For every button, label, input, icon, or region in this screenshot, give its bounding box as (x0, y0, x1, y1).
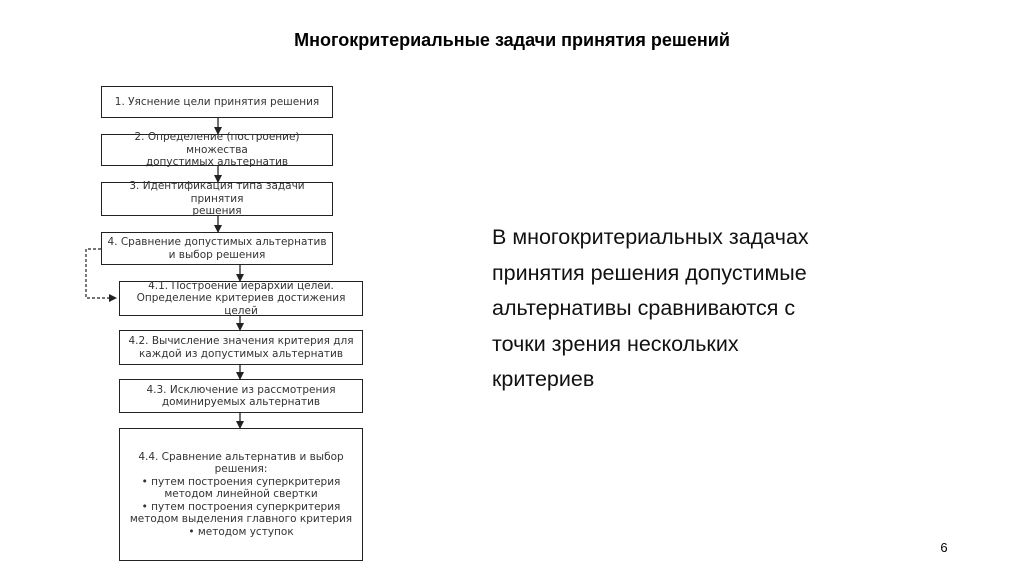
step-3-line-1: 3. Идентификация типа задачи принятия (129, 180, 305, 205)
step-4-3-box (119, 379, 363, 413)
step-4-4-line-3: • путем построения суперкритерия (141, 475, 341, 488)
step-2-box (101, 131, 333, 169)
description-line-2: принятия решения допустимые (492, 260, 807, 285)
step-4-4-box (119, 428, 363, 561)
step-3-box (101, 182, 333, 216)
step-4-4-line-5: • путем построения суперкритерия (141, 500, 341, 513)
step-4-1-line-2: Определение критериев достижения целей (136, 292, 346, 317)
step-2-line-2: допустимых альтернатив (145, 156, 289, 169)
step-4-line-1: 4. Сравнение допустимых альтернатив (107, 236, 327, 248)
step-4-1-box (119, 281, 363, 316)
step-4-line-2: и выбор решения (168, 248, 266, 261)
step-4-2-line-1: 4.2. Вычисление значения критерия для (128, 335, 354, 347)
description-line-3: альтернативы сравниваются с (492, 296, 796, 320)
step-1-line-1: 1. Уяснение цели принятия решения (114, 95, 320, 108)
step-4-1-line-1: 4.1. Построение иерархии целей. (148, 279, 334, 292)
slide-title: Многокритериальные задачи принятия решений (294, 30, 730, 50)
description-line-4: точки зрения нескольких (492, 331, 739, 356)
step-4-3-line-1: 4.3. Исключение из рассмотрения (146, 383, 336, 396)
description-text (492, 220, 922, 398)
step-4-3-line-2: доминируемых альтернатив (161, 396, 321, 408)
step-2-line-1: 2. Определение (построение) множества (134, 131, 300, 156)
step-3-line-2: решения (192, 205, 242, 218)
step-4-2-line-2: каждой из допустимых альтернатив (138, 347, 344, 360)
step-1-box (101, 86, 333, 118)
description-line-1: В многокритериальных задачах (492, 225, 809, 249)
step-4-4-line-1: 4.4. Сравнение альтернатив и выбор (138, 450, 344, 463)
step-4-4-line-6: методом выделения главного критерия (129, 513, 353, 526)
step-4-4-line-2: решения: (214, 463, 268, 476)
description-line-5: критериев (492, 367, 595, 391)
step-4-box (101, 232, 333, 265)
step-4-4-line-7: • методом уступок (188, 525, 294, 538)
page-number: 6 (940, 540, 948, 555)
step-4-2-box (119, 330, 363, 365)
step-4-4-line-4: методом линейной свертки (164, 488, 318, 501)
